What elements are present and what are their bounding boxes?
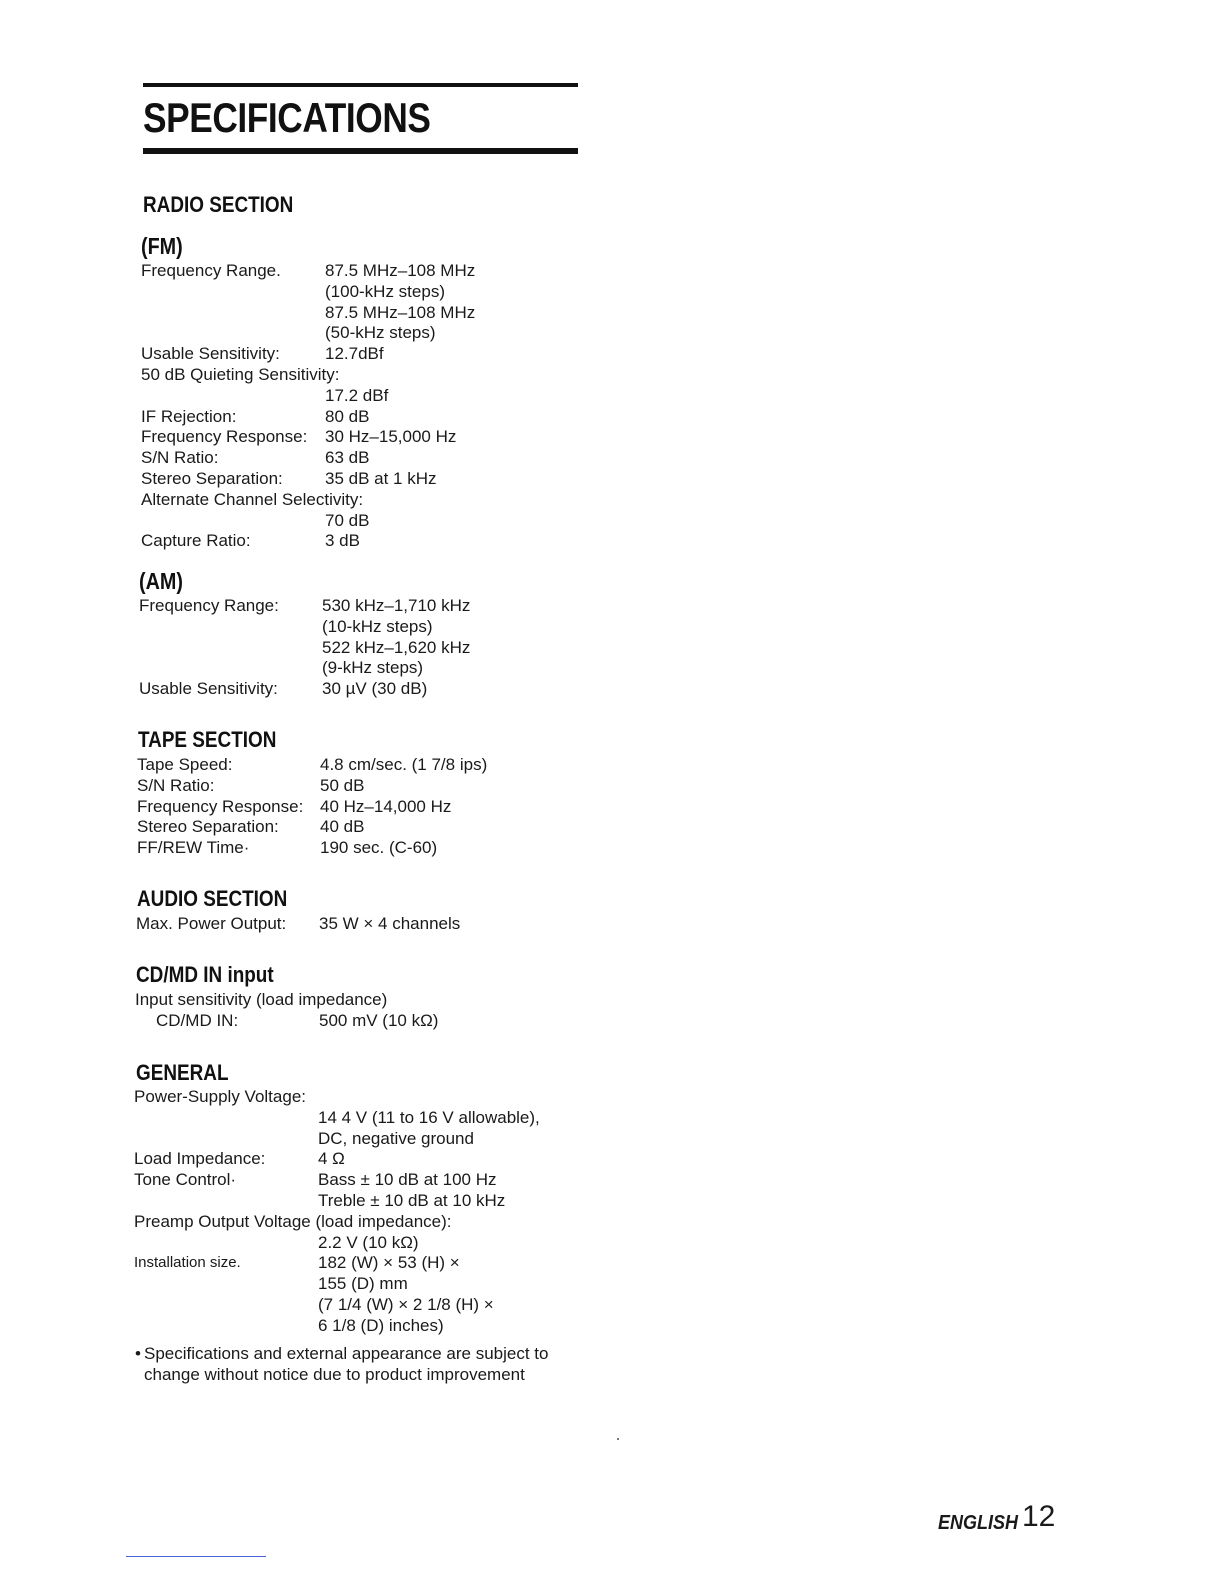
tape-speed-row — [137, 755, 487, 776]
general-tone-row — [134, 1170, 540, 1191]
fm-if-row — [141, 407, 475, 428]
fm-alt-value-row — [141, 511, 475, 532]
am-specs — [139, 596, 470, 700]
stray-dot — [617, 1438, 619, 1440]
fm-usable-row — [141, 344, 475, 365]
fm-if-value: 80 dB — [325, 406, 370, 426]
am-usable-label: Usable Sensitivity: — [139, 679, 278, 699]
title-rule-bottom — [143, 148, 578, 154]
general-install-row — [134, 1253, 540, 1274]
tape-speed-label: Tape Speed: — [137, 755, 233, 774]
am-freq-row-3 — [139, 638, 470, 659]
am-usable-row — [139, 679, 470, 700]
fm-response-row — [141, 427, 475, 448]
am-freq-value-3: 522 kHz–1,620 kHz — [322, 637, 471, 657]
audio-power-row — [136, 914, 460, 935]
audio-section-heading: AUDIO SECTION — [137, 886, 288, 911]
fm-heading: (FM) — [141, 233, 183, 259]
tape-ff-label: FF/REW Time· — [137, 838, 250, 858]
general-tone-value-1: Bass ± 10 dB at 100 Hz — [318, 1170, 497, 1190]
cdmd-in-row — [135, 1011, 438, 1032]
fm-capture-row — [141, 531, 475, 552]
general-psv-value-1: 14 4 V (11 to 16 V allowable), — [318, 1107, 540, 1127]
general-preamp-label-row — [134, 1212, 540, 1233]
fm-quieting-value: 17.2 dBf — [325, 385, 389, 405]
cdmd-section-heading: CD/MD IN input — [136, 962, 274, 987]
fm-sn-value: 63 dB — [325, 448, 370, 468]
tape-ff-row — [137, 838, 487, 859]
tape-specs — [137, 755, 487, 859]
general-install-value-2: 155 (D) mm — [318, 1274, 408, 1294]
tape-stereo-label: Stereo Separation: — [137, 817, 279, 837]
am-freq-row — [139, 596, 470, 617]
tape-response-label: Frequency Response: — [137, 796, 304, 816]
general-preamp-value: 2.2 V (10 kΩ) — [318, 1232, 419, 1252]
tape-ff-value: 190 sec. (C-60) — [320, 838, 438, 858]
fm-quieting-value-row — [141, 386, 475, 407]
tape-response-value: 40 Hz–14,000 Hz — [320, 796, 452, 816]
audio-specs — [136, 914, 460, 935]
radio-section-heading: RADIO SECTION — [143, 192, 294, 217]
am-usable-value: 30 µV (30 dB) — [322, 679, 428, 699]
note-bullet: • — [135, 1344, 141, 1363]
fm-capture-value: 3 dB — [325, 531, 360, 551]
general-load-label: Load Impedance: — [134, 1149, 266, 1169]
cdmd-specs — [135, 990, 438, 1032]
general-tone-row-2 — [134, 1191, 540, 1212]
general-load-value: 4 Ω — [318, 1149, 345, 1169]
fm-response-value: 30 Hz–15,000 Hz — [325, 427, 457, 447]
audio-power-value: 35 W × 4 channels — [319, 914, 461, 933]
general-psv-label-row — [134, 1087, 540, 1108]
general-preamp-value-row — [134, 1233, 540, 1254]
fm-stereo-label: Stereo Separation: — [141, 468, 283, 488]
fm-freq-value-3: 87.5 MHz–108 MHz — [325, 302, 476, 322]
fm-freq-label: Frequency Range. — [141, 261, 281, 280]
fm-stereo-value: 35 dB at 1 kHz — [325, 468, 437, 488]
specifications-note — [135, 1343, 575, 1385]
page-number: 12 — [1022, 1500, 1056, 1533]
fm-sn-label: S/N Ratio: — [141, 448, 219, 468]
tape-speed-value: 4.8 cm/sec. (1 7/8 ips) — [320, 755, 488, 774]
general-install-value-1: 182 (W) × 53 (H) × — [318, 1253, 460, 1273]
general-install-label: Installation size. — [134, 1254, 241, 1272]
fm-usable-value: 12.7dBf — [325, 344, 384, 364]
general-install-row-2 — [134, 1274, 540, 1295]
am-freq-row-2 — [139, 617, 470, 638]
fm-freq-row-4 — [141, 323, 475, 344]
fm-usable-label: Usable Sensitivity: — [141, 344, 280, 364]
note-line-1: Specifications and external appearance are subject to — [144, 1344, 549, 1363]
cdmd-sens-label: Input sensitivity (load impedance) — [135, 990, 388, 1009]
fm-response-label: Frequency Response: — [141, 427, 308, 447]
fm-freq-value-4: (50-kHz steps) — [325, 323, 436, 343]
fm-stereo-row — [141, 469, 475, 490]
fm-freq-row-2 — [141, 282, 475, 303]
tape-sn-row — [137, 776, 487, 797]
am-freq-value-2: (10-kHz steps) — [322, 616, 433, 636]
general-psv-row-1 — [134, 1108, 540, 1129]
general-install-value-3: (7 1/4 (W) × 2 1/8 (H) × — [318, 1294, 494, 1314]
general-specs — [134, 1087, 540, 1337]
general-section-heading: GENERAL — [136, 1060, 229, 1085]
general-install-row-4 — [134, 1316, 540, 1337]
footer-language: ENGLISH — [938, 1512, 1019, 1534]
tape-section-heading: TAPE SECTION — [138, 727, 277, 752]
fm-capture-label: Capture Ratio: — [141, 531, 251, 551]
cdmd-in-value: 500 mV (10 kΩ) — [319, 1010, 439, 1030]
page-title: SPECIFICATIONS — [143, 94, 431, 141]
fm-specs — [141, 261, 475, 552]
am-freq-label: Frequency Range: — [139, 596, 279, 615]
fm-freq-value-1: 87.5 MHz–108 MHz — [325, 261, 476, 280]
am-freq-value-1: 530 kHz–1,710 kHz — [322, 596, 471, 615]
tape-stereo-row — [137, 817, 487, 838]
fm-alt-value: 70 dB — [325, 510, 370, 530]
fm-freq-row-3 — [141, 303, 475, 324]
footer-link-underline — [126, 1556, 266, 1557]
general-install-value-4: 6 1/8 (D) inches) — [318, 1315, 444, 1335]
am-freq-row-4 — [139, 658, 470, 679]
title-rule-top — [143, 83, 578, 87]
fm-sn-row — [141, 448, 475, 469]
audio-power-label: Max. Power Output: — [136, 914, 287, 933]
cdmd-in-label: CD/MD IN: — [156, 1010, 239, 1030]
cdmd-sens-row — [135, 990, 438, 1011]
general-preamp-label: Preamp Output Voltage (load impedance): — [134, 1211, 452, 1231]
fm-alt-label: Alternate Channel Selectivity: — [141, 489, 364, 509]
general-tone-value-2: Treble ± 10 dB at 10 kHz — [318, 1190, 506, 1210]
general-load-row — [134, 1149, 540, 1170]
fm-quieting-label: 50 dB Quieting Sensitivity: — [141, 364, 340, 384]
general-psv-label: Power-Supply Voltage: — [134, 1087, 306, 1106]
general-tone-label: Tone Control· — [134, 1170, 237, 1190]
fm-alt-label-row — [141, 490, 475, 511]
tape-stereo-value: 40 dB — [320, 817, 365, 837]
general-install-row-3 — [134, 1295, 540, 1316]
fm-if-label: IF Rejection: — [141, 406, 237, 426]
tape-sn-value: 50 dB — [320, 775, 365, 795]
fm-freq-row — [141, 261, 475, 282]
am-heading: (AM) — [139, 568, 183, 594]
note-line-2: change without notice due to product improvement — [144, 1365, 525, 1384]
fm-quieting-label-row — [141, 365, 475, 386]
fm-freq-value-2: (100-kHz steps) — [325, 281, 445, 301]
tape-sn-label: S/N Ratio: — [137, 775, 215, 795]
general-psv-row-2 — [134, 1129, 540, 1150]
tape-response-row — [137, 797, 487, 818]
general-psv-value-2: DC, negative ground — [318, 1128, 474, 1148]
am-freq-value-4: (9-kHz steps) — [322, 658, 424, 678]
